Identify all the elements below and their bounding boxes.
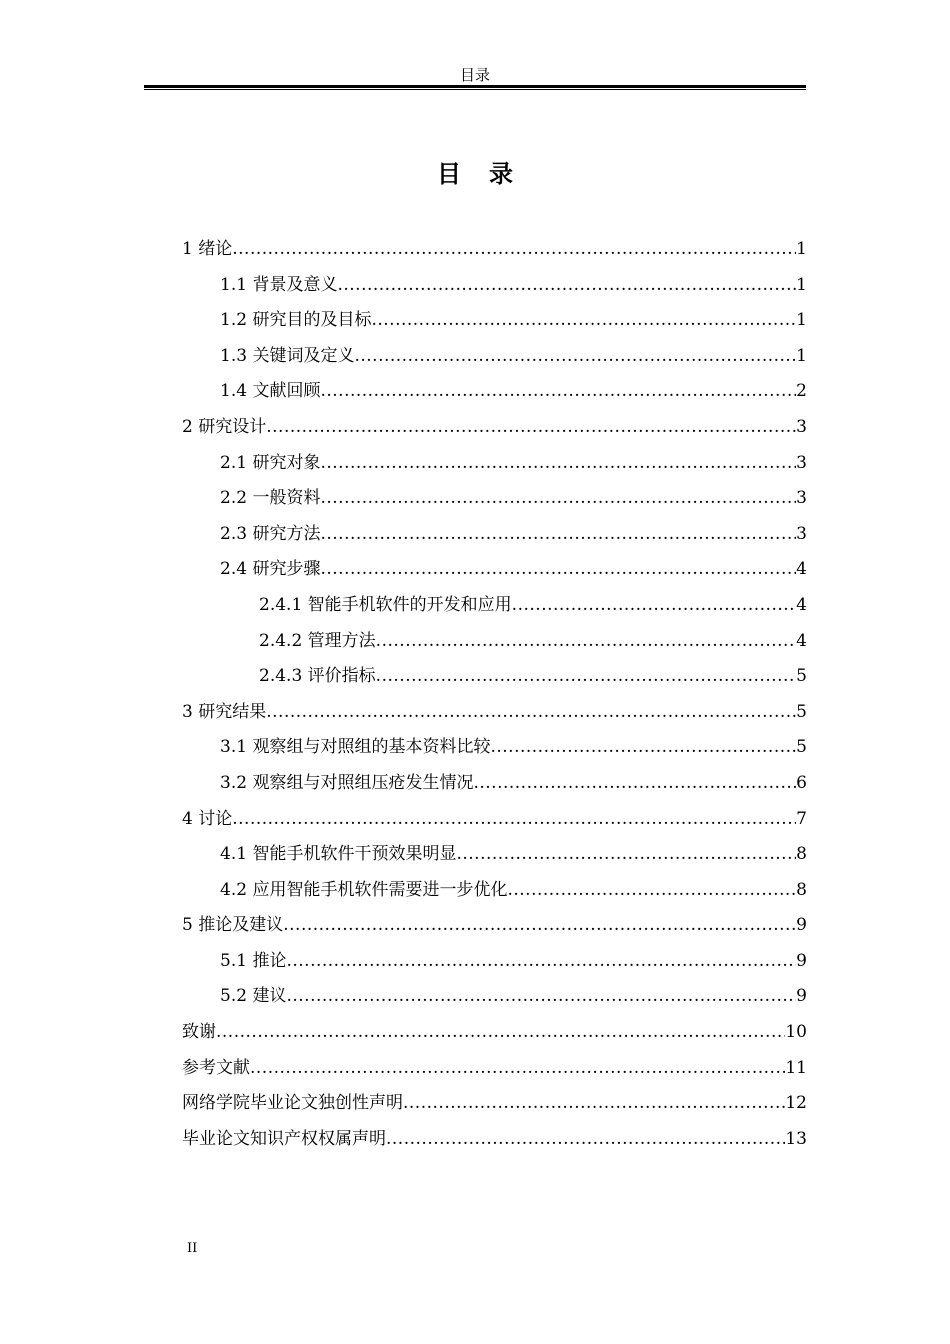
toc-dot-leader — [232, 802, 796, 838]
toc-entry[interactable] — [182, 481, 807, 517]
toc-entry-label: 毕业论文知识产权权属声明 — [182, 1128, 386, 1149]
toc-entry-page: 5 — [796, 737, 807, 758]
toc-entry-label: 1.2 研究目的及目标 — [220, 310, 372, 331]
toc-entry[interactable] — [182, 588, 807, 624]
toc-entry-label: 2.3 研究方法 — [220, 523, 321, 544]
toc-entry-page: 5 — [796, 701, 807, 722]
toc-dot-leader — [216, 1015, 785, 1051]
toc-entry-page: 12 — [785, 1093, 807, 1114]
toc-entry-page: 3 — [796, 523, 807, 544]
toc-entry[interactable] — [182, 695, 807, 731]
toc-entry[interactable] — [182, 1086, 807, 1122]
toc-entry-page: 3 — [796, 416, 807, 437]
toc-entry[interactable] — [182, 268, 807, 304]
toc-entry[interactable] — [182, 552, 807, 588]
toc-entry-page: 8 — [796, 879, 807, 900]
toc-entry[interactable] — [182, 802, 807, 838]
toc-dot-leader — [266, 410, 796, 446]
toc-entry-label: 1.1 背景及意义 — [220, 274, 338, 295]
toc-entry[interactable] — [182, 730, 807, 766]
toc-entry-label: 4.2 应用智能手机软件需要进一步优化 — [220, 879, 508, 900]
toc-dot-leader — [320, 446, 796, 482]
toc-entry-page: 1 — [796, 345, 807, 366]
toc-dot-leader — [490, 730, 796, 766]
toc-entry[interactable] — [182, 410, 807, 446]
toc-dot-leader — [232, 232, 796, 268]
toc-entry[interactable] — [182, 1051, 807, 1087]
toc-dot-leader — [286, 944, 796, 980]
toc-entry[interactable] — [182, 624, 807, 660]
running-header: 目录 — [459, 66, 490, 84]
toc-dot-leader — [507, 873, 796, 909]
toc-entry-page: 9 — [796, 915, 807, 936]
toc-entry-page: 2 — [796, 381, 807, 402]
toc-dot-leader — [320, 481, 796, 517]
toc-entry[interactable] — [182, 446, 807, 482]
toc-entry-label: 3 研究结果 — [182, 701, 267, 722]
toc-entry-label: 1.4 文献回顾 — [220, 381, 321, 402]
header-rule-thick — [144, 85, 806, 88]
toc-dot-leader — [376, 659, 797, 695]
toc-entry-label: 2.4.3 评价指标 — [259, 666, 376, 687]
page-title: 目录 — [437, 159, 541, 188]
toc-entry-label: 网络学院毕业论文独创性声明 — [182, 1093, 403, 1114]
toc-entry-page: 7 — [796, 808, 807, 829]
toc-entry-page: 3 — [796, 452, 807, 473]
toc-entry-label: 5.1 推论 — [220, 950, 287, 971]
toc-dot-leader — [283, 908, 796, 944]
toc-entry-label: 1.3 关键词及定义 — [220, 345, 355, 366]
toc-entry-label: 4.1 智能手机软件干预效果明显 — [220, 844, 457, 865]
toc-entry-page: 8 — [796, 844, 807, 865]
toc-entry-page: 3 — [796, 488, 807, 509]
toc-entry[interactable] — [182, 979, 807, 1015]
page-number: II — [187, 1241, 198, 1256]
toc-dot-leader — [376, 624, 797, 660]
toc-dot-leader — [386, 1122, 785, 1158]
toc-entry-label: 3.1 观察组与对照组的基本资料比较 — [220, 737, 491, 758]
toc-entry-label: 2.1 研究对象 — [220, 452, 321, 473]
toc-entry-page: 9 — [796, 950, 807, 971]
toc-entry[interactable] — [182, 517, 807, 553]
toc-entry-page: 5 — [796, 666, 807, 687]
toc-entry-page: 4 — [796, 630, 807, 651]
toc-entry-page: 1 — [796, 274, 807, 295]
toc-entry[interactable] — [182, 374, 807, 410]
toc-entry-label: 1 绪论 — [182, 239, 233, 259]
toc-entry[interactable] — [182, 232, 807, 268]
toc-entry-page: 11 — [785, 1057, 807, 1078]
toc-entry-page: 9 — [796, 986, 807, 1007]
toc-dot-leader — [473, 766, 796, 802]
toc-entry[interactable] — [182, 908, 807, 944]
toc-dot-leader — [403, 1086, 785, 1122]
toc-entry-label: 5 推论及建议 — [182, 915, 284, 936]
toc-dot-leader — [250, 1051, 785, 1087]
toc-entry-page: 13 — [785, 1128, 807, 1149]
toc-entry[interactable] — [182, 766, 807, 802]
toc-dot-leader — [456, 837, 796, 873]
toc-dot-leader — [371, 303, 796, 339]
toc-entry[interactable] — [182, 837, 807, 873]
toc-entry-label: 致谢 — [182, 1022, 216, 1043]
toc-entry-label: 2.4.1 智能手机软件的开发和应用 — [259, 594, 512, 615]
toc-entry-label: 2 研究设计 — [182, 416, 267, 437]
toc-entry-page: 1 — [796, 310, 807, 331]
toc-entry[interactable] — [182, 659, 807, 695]
toc-entry[interactable] — [182, 944, 807, 980]
toc-entry-page: 1 — [796, 239, 807, 259]
toc-entry-page: 6 — [796, 772, 807, 793]
toc-dot-leader — [286, 979, 796, 1015]
toc-dot-leader — [337, 268, 796, 304]
toc-entry-label: 参考文献 — [182, 1057, 250, 1078]
table-of-contents — [182, 232, 807, 1157]
toc-entry-label: 2.4.2 管理方法 — [259, 630, 376, 651]
toc-entry-label: 2.2 一般资料 — [220, 488, 321, 509]
toc-entry[interactable] — [182, 1015, 807, 1051]
toc-dot-leader — [320, 517, 796, 553]
toc-dot-leader — [354, 339, 796, 375]
toc-dot-leader — [266, 695, 796, 731]
header-rule-thin — [144, 89, 806, 90]
toc-entry-page: 4 — [796, 559, 807, 580]
toc-entry[interactable] — [182, 1122, 807, 1158]
toc-dot-leader — [320, 552, 796, 588]
toc-entry[interactable] — [182, 339, 807, 375]
toc-entry-page: 4 — [796, 594, 807, 615]
toc-dot-leader — [320, 374, 796, 410]
toc-dot-leader — [512, 588, 797, 624]
toc-entry-label: 3.2 观察组与对照组压疮发生情况 — [220, 772, 474, 793]
toc-entry-label: 2.4 研究步骤 — [220, 559, 321, 580]
toc-entry[interactable] — [182, 303, 807, 339]
toc-entry-page: 10 — [785, 1022, 807, 1043]
toc-entry-label: 4 讨论 — [182, 808, 233, 829]
toc-entry-label: 5.2 建议 — [220, 986, 287, 1007]
toc-entry[interactable] — [182, 873, 807, 909]
